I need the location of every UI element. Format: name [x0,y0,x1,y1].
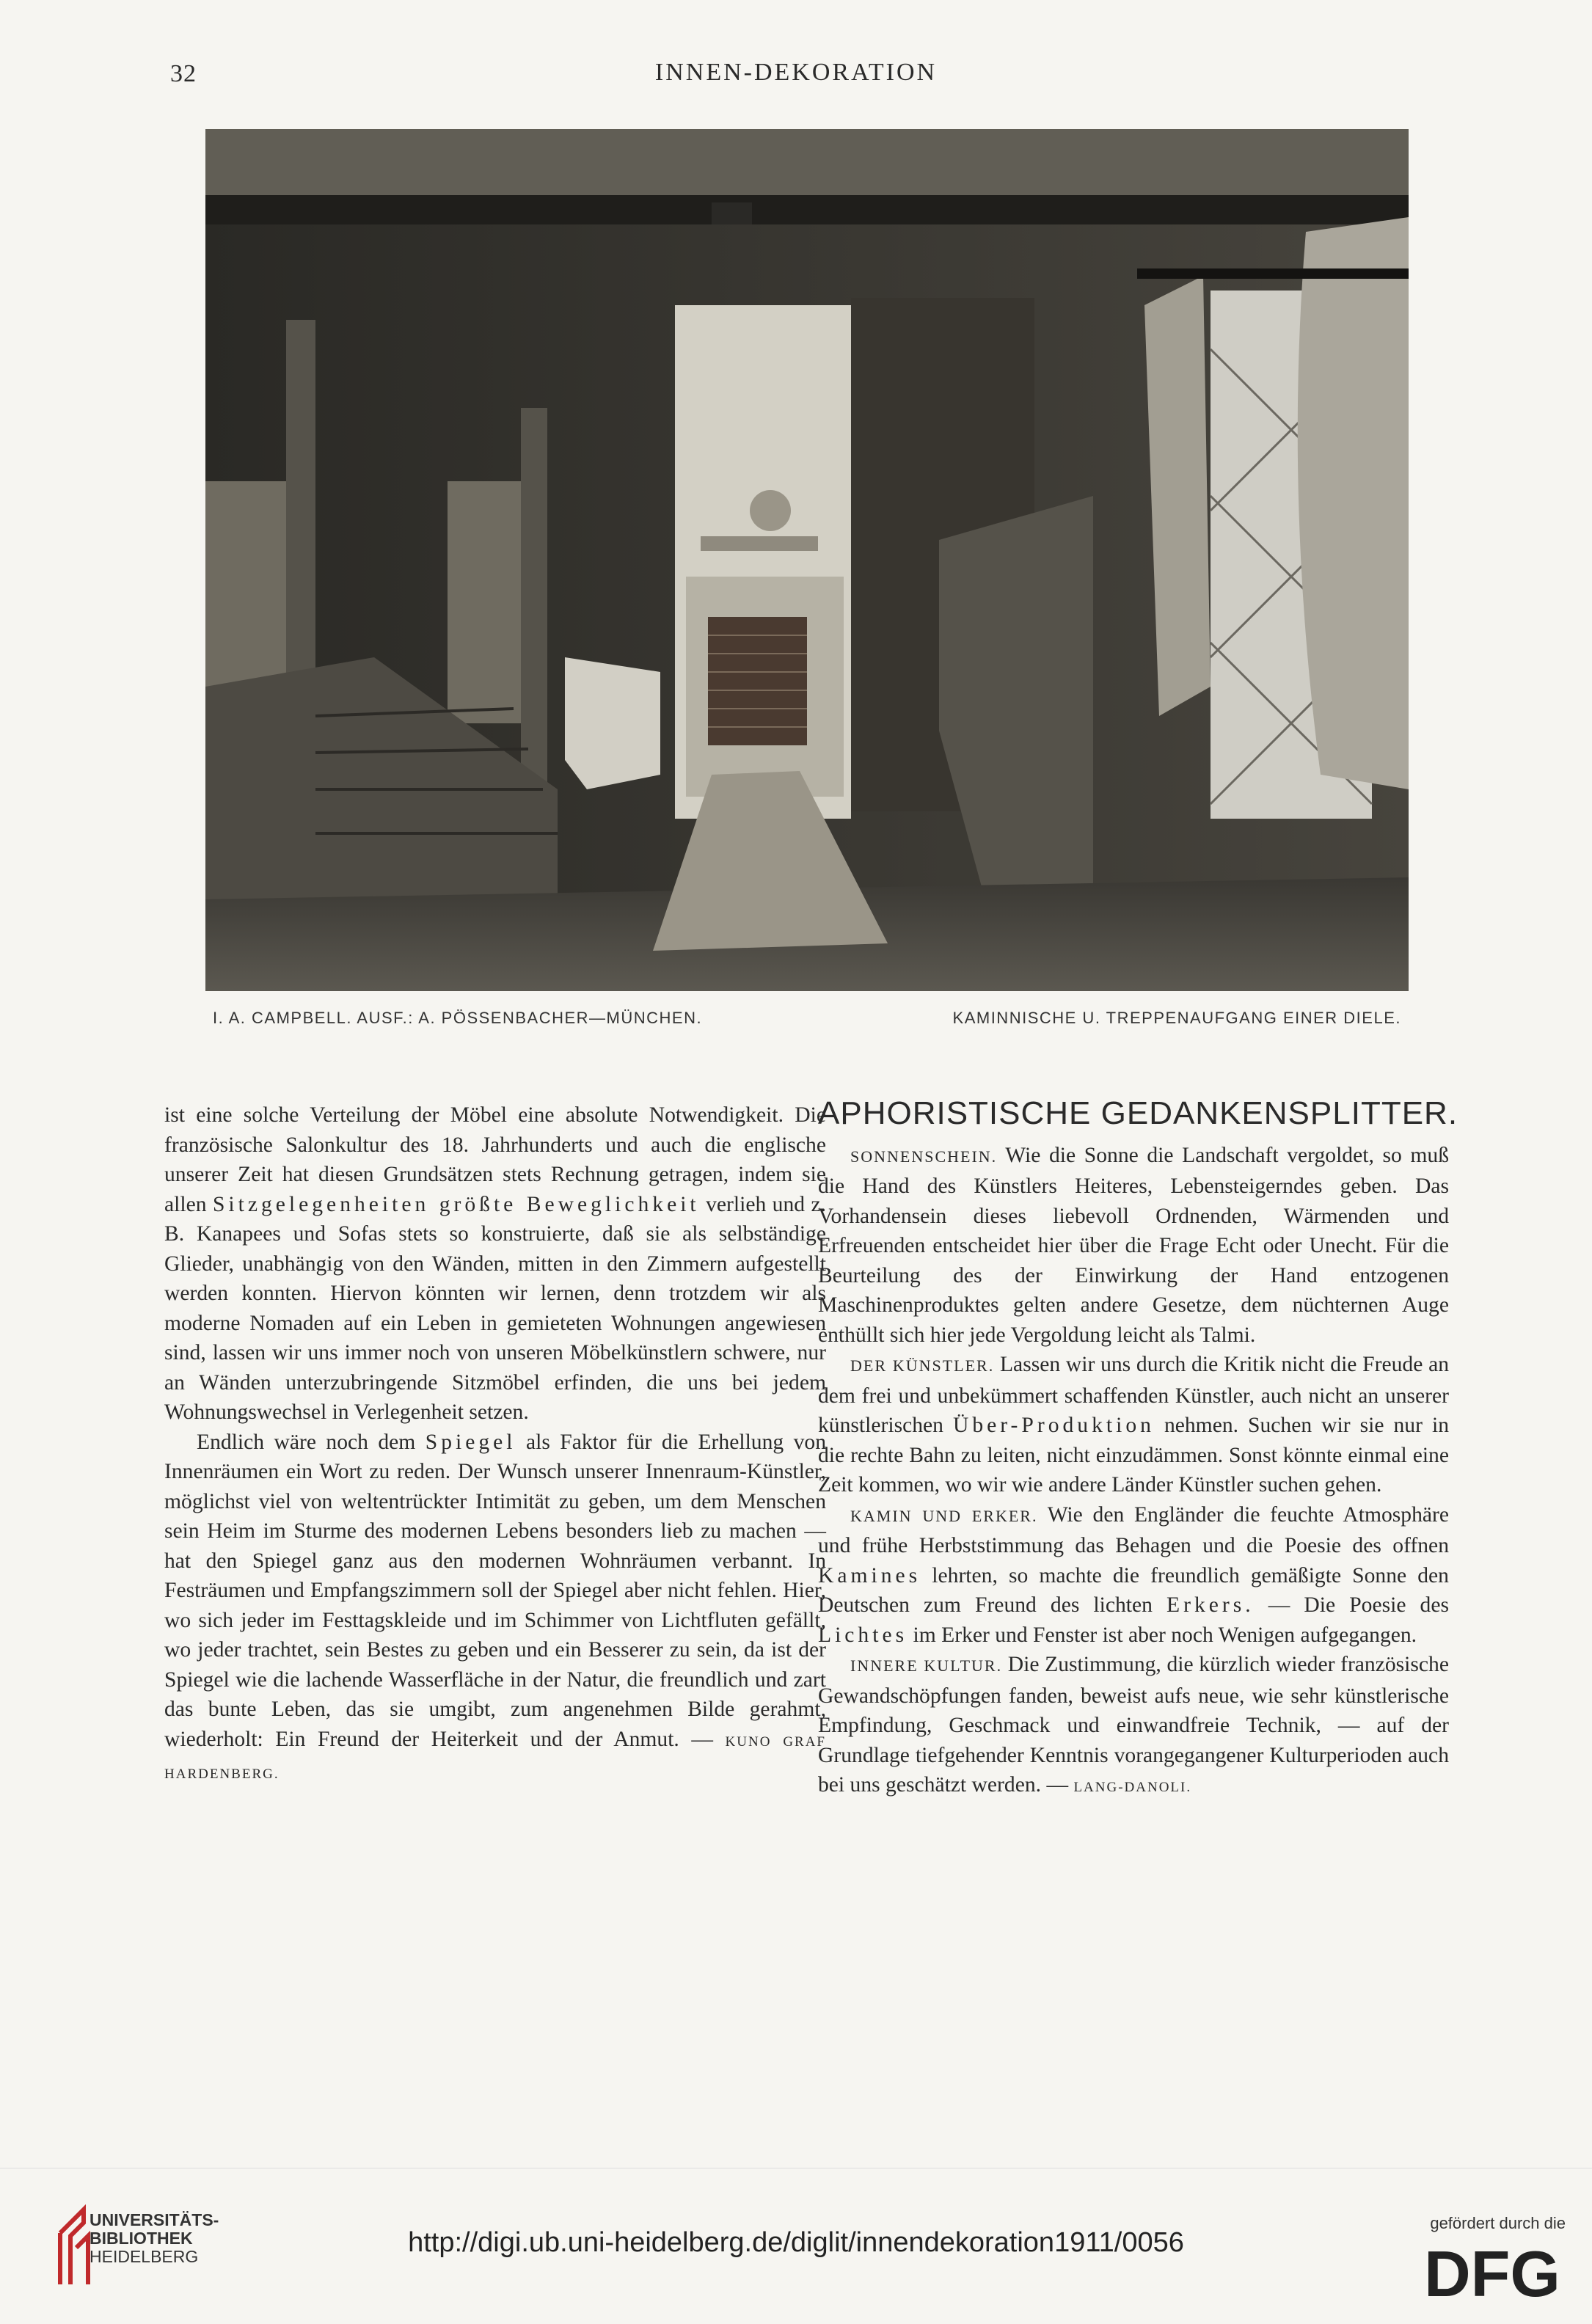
aphorism-3-title: KAMIN UND ERKER. [850,1506,1038,1525]
running-title: INNEN-DEKORATION [654,59,938,86]
aphorism-3-text: Wie den Engländer die feuchte Atmosphäre und frühe Herbststimmung das Behagen und die Poesie des offnen [818,1502,1449,1557]
left-p2-spaced: Spiegel [425,1430,516,1454]
library-line-1: UNIVERSITÄTS- [90,2210,219,2229]
left-signature: KUNO GRAF HARDENBERG. [164,1733,826,1782]
aphorism-3-text-2: lehrten, so machte die freundlich gemäßigte Sonne den Deutschen zum Freund des lichten [818,1563,1449,1617]
caption-title: KAMINNISCHE U. TREPPENAUFGANG EINER DIELE. [952,1009,1401,1027]
aphorism-sonnenschein [818,1141,1449,1351]
aphorism-kamin [818,1500,1449,1651]
left-p1-spaced: Sitzgelegenheiten größte Beweglichkeit [212,1192,700,1216]
left-paragraph-1 [164,1100,826,1428]
left-p1-text: ist eine solche Verteilung der Möbel eine absolute Notwendigkeit. Die französische Salonkultur des 18. Jahrhunderts und auch die englische unserer Zeit hat diesen Grundsätzen stets Rechnung getragen, indem sie allen [164,1103,826,1216]
right-column [818,1095,1458,1803]
left-p2-cont: als Faktor für die Erhellung von Innenräumen ein Wort zu reden. Der Wunsch unserer Innenraum-Künstler, möglichst viel von weltentrückter Intimität zu geben, um dem Menschen sein Heim im Sturme des modernen Lebens besonders lieb zu machen — hat den Spiegel ganz aus den modernen Wohnräumen verbannt. In Festräumen und Empfangszimmern soll der Spiegel aber nicht fehlen. Hier, wo sich jeder im Festtagskleide und im Schimmer von Lichtfluten gefällt, wo jeder trachtet, sein Bestes zu geben und ein Besserer zu sein, da ist der Spiegel wie die lachende Wasserfläche in der Natur, die freundlich und zart das bunte Leben, das sie umgibt, zum angenehmen Bilde gerahmt, wiederholt: Ein Freund der Heiterkeit und der Anmut. — [164,1430,826,1751]
aphorism-4-text: Die Zustimmung, die kürzlich wieder französische Gewandschöpfungen fanden, beweist aufs neue, wie sehr künstlerische Empfindung, Geschmack und einwandfreie Technik, — auf der Grundlage tiefgehender Kenntnis vorangegangener Kulturperioden auch bei uns geschätzt werden. — [818,1653,1449,1797]
library-line-2: BIBLIOTHEK [90,2229,193,2248]
aphorism-4-title: INNERE KULTUR. [850,1656,1003,1675]
aphorism-3-spaced-2: Erkers. [1166,1593,1255,1617]
source-url-link[interactable]: http://digi.ub.uni-heidelberg.de/diglit/innendekoration1911/0056 [408,2227,1184,2258]
aphorism-1-text: Wie die Sonne die Landschaft vergoldet, so muß die Hand des Künstlers Heiteres, Lebensteigerndes geben. Das Vorhandensein dieses liebevoll Ordnenden, Wärmenden und Erfreuenden entscheidet hier über die Frage Echt oder Unecht. Für die Beurteilung des der Einwirkung der Hand entzogenen Maschinenproduktes gelten andere Gesetze, dem nüchternen Auge enthüllt sich hier jede Vergoldung leicht als Talmi. [818,1143,1449,1347]
aphorism-3-text-3: — Die Poesie des [1268,1593,1449,1617]
aphorism-2-spaced: Über-Produktion [952,1414,1155,1437]
aphorism-1-title: SONNENSCHEIN. [850,1147,998,1166]
dfg-logo-text: DFG [1424,2243,1560,2305]
aphorism-kuenstler [818,1350,1449,1500]
aphorism-2-cont: nehmen. Suchen wir sie nur in die rechte Bahn zu leiten, nicht einzudämmen. Sonst könnte einmal eine Zeit kommen, wo wir wie andere Länder Künstler suchen gehen. [818,1414,1449,1497]
caption-credit: I. A. CAMPBELL. AUSF.: A. PÖSSENBACHER—MÜNCHEN. [213,1009,703,1027]
aphorism-3-text-4: im Erker und Fenster ist aber noch Wenigen aufgegangen. [913,1623,1417,1647]
left-p2-start: Endlich wäre noch dem [197,1430,416,1454]
right-signature: LANG-DANOLI. [1073,1780,1192,1795]
left-column [164,1100,826,1790]
page-number: 32 [170,60,197,87]
left-paragraph-2 [164,1428,826,1790]
section-heading: APHORISTISCHE GEDANKENSPLITTER. [818,1095,1458,1131]
aphorism-innere-kultur [818,1650,1449,1803]
library-line-3: HEIDELBERG [90,2247,199,2266]
funded-by-label: gefördert durch die [1430,2214,1566,2232]
aphorism-3-spaced-3: Lichtes [818,1623,908,1647]
dfg-logo-icon [1419,2243,1566,2305]
aphorism-2-title: DER KÜNSTLER. [850,1356,995,1375]
left-p1-cont: verlieh und z. B. Kanapees und Sofas stets so konstruierte, daß sie als selbständige Glieder, unabhängig von den Wänden, mitten in den Zimmern aufgestellt werden konnten. Hiervon könnten wir lernen, denn trotzdem wir als moderne Nomaden auf ein Leben in gemieteten Wohnungen angewiesen sind, lassen wir uns immer noch von unseren Möbelkünstlern schwere, nur an Wänden unterzubringende Sitzmöbel erfinden, die uns bei jedem Wohnungswechsel in Verlegenheit setzen. [164,1192,827,1424]
aphorism-2-text: Lassen wir uns durch die Kritik nicht die Freude an dem frei und unbekümmert schaffenden Künstler, auch nicht an unserer künstlerischen [818,1353,1450,1437]
aphorism-3-spaced-1: Kamines [818,1563,921,1587]
interior-photograph [205,129,1409,991]
